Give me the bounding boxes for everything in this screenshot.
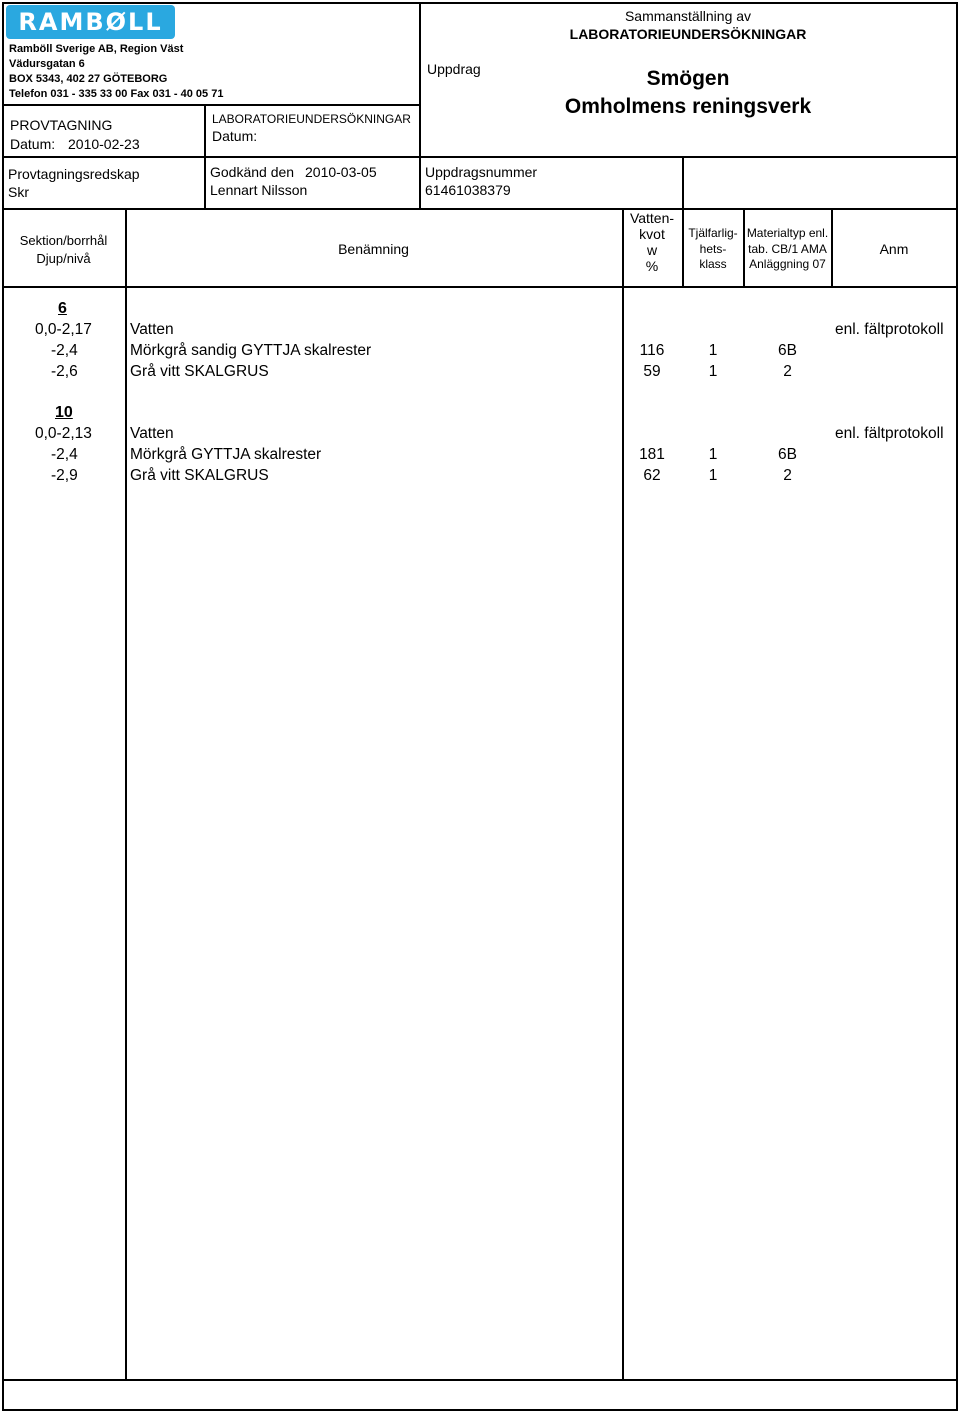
- section-id: 10: [55, 404, 73, 421]
- redskap-label: Provtagningsredskap: [8, 166, 140, 182]
- header-vattenkvot-2: kvot: [639, 225, 665, 242]
- header-sektion-label: Sektion/borrhål: [19, 233, 108, 248]
- provtagning-date-value: 2010-02-23: [68, 136, 140, 152]
- w-cell: 59: [643, 363, 661, 380]
- anm-cell: enl. fältprotokoll: [835, 425, 944, 442]
- header-mat-3: Anläggning 07: [749, 257, 826, 272]
- header-vattenkvot-4: %: [645, 257, 659, 274]
- table-row: [0, 361, 960, 382]
- mat-cell: 2: [783, 467, 792, 484]
- depth-cell: -2,4: [51, 342, 78, 359]
- depth-cell: -2,4: [51, 446, 78, 463]
- table-row: [0, 319, 960, 340]
- godkand-label: Godkänd den: [210, 164, 295, 180]
- header-vattenkvot: [622, 211, 682, 275]
- company-logo: RAMBØLL: [6, 5, 175, 39]
- w-cell: 116: [639, 342, 665, 359]
- depth-cell: -2,6: [51, 363, 78, 380]
- frame-top: [2, 2, 958, 4]
- company-box: BOX 5343, 402 27 GÖTEBORG: [9, 73, 168, 85]
- uppdragsnummer-value: 61461038379: [425, 182, 511, 198]
- frame-left: [2, 2, 4, 1411]
- mat-cell: 6B: [778, 342, 797, 359]
- tjal-cell: 1: [708, 342, 718, 359]
- anm-cell: enl. fältprotokoll: [835, 321, 944, 338]
- company-name: Ramböll Sverige AB, Region Väst: [9, 43, 184, 55]
- divider: [2, 208, 958, 210]
- godkand-name: Lennart Nilsson: [210, 182, 308, 198]
- header-benamning: Benämning: [338, 241, 409, 257]
- divider: [622, 208, 624, 1380]
- header-anm: Anm: [879, 241, 909, 257]
- tjal-cell: 1: [708, 467, 718, 484]
- mat-cell: 2: [783, 363, 792, 380]
- provtagning-date-label: Datum:: [10, 136, 56, 152]
- godkand-date: 2010-03-05: [305, 164, 377, 180]
- header-tjalfarlighet: [683, 226, 743, 273]
- frame-bottom: [2, 1409, 958, 1411]
- title-line2: LABORATORIEUNDERSÖKNINGAR: [569, 26, 807, 42]
- title-place: Smögen: [646, 67, 730, 90]
- tjal-cell: 1: [708, 446, 718, 463]
- name-cell: Vatten: [130, 321, 174, 338]
- lab-label: LABORATORIEUNDERSÖKNINGAR: [212, 112, 411, 126]
- header-vattenkvot-1: Vatten-: [629, 210, 675, 226]
- title-project: Omholmens reningsverk: [564, 95, 812, 118]
- depth-cell: -2,9: [51, 467, 78, 484]
- name-cell: Vatten: [130, 425, 174, 442]
- divider: [2, 156, 958, 158]
- lab-date-label: Datum:: [212, 128, 258, 144]
- depth-cell: 0,0-2,17: [35, 321, 92, 338]
- divider: [2, 104, 419, 106]
- title-line1: Sammanställning av: [624, 8, 752, 24]
- header-vattenkvot-3: w: [646, 241, 658, 258]
- divider: [2, 1379, 958, 1381]
- divider: [125, 208, 127, 1380]
- uppdrag-label: Uppdrag: [427, 61, 481, 77]
- header-mat-1: Materialtyp enl.: [746, 226, 829, 240]
- header-tjal-1: Tjälfarlig-: [688, 226, 738, 240]
- table-row: [0, 423, 960, 444]
- w-cell: 181: [639, 446, 665, 463]
- table-row: [0, 340, 960, 361]
- w-cell: 62: [643, 467, 661, 484]
- table-row: [0, 444, 960, 465]
- mat-cell: 6B: [778, 446, 797, 463]
- header-sektion: [2, 233, 125, 268]
- company-phone: Telefon 031 - 335 33 00 Fax 031 - 40 05 71: [9, 88, 224, 100]
- name-cell: Mörkgrå GYTTJA skalrester: [130, 446, 322, 463]
- header-tjal-3: klass: [699, 257, 727, 272]
- company-street: Vädursgatan 6: [9, 58, 85, 70]
- provtagning-label: PROVTAGNING: [10, 117, 113, 133]
- tjal-cell: 1: [708, 363, 718, 380]
- redskap-value: Skr: [8, 184, 29, 200]
- name-cell: Grå vitt SKALGRUS: [130, 467, 269, 484]
- header-tjal-2: hets-: [699, 241, 727, 256]
- uppdragsnummer-label: Uppdragsnummer: [425, 164, 538, 180]
- name-cell: Mörkgrå sandig GYTTJA skalrester: [130, 342, 372, 359]
- name-cell: Grå vitt SKALGRUS: [130, 363, 269, 380]
- header-mat-2: tab. CB/1 AMA: [748, 241, 827, 256]
- frame-right: [956, 2, 958, 1411]
- depth-cell: 0,0-2,13: [35, 425, 92, 442]
- header-djup-label: Djup/nivå: [36, 251, 91, 267]
- section-id: 6: [58, 300, 67, 317]
- divider: [2, 286, 958, 288]
- table-row: [0, 465, 960, 486]
- header-materialtyp: [744, 226, 831, 273]
- divider: [682, 156, 684, 208]
